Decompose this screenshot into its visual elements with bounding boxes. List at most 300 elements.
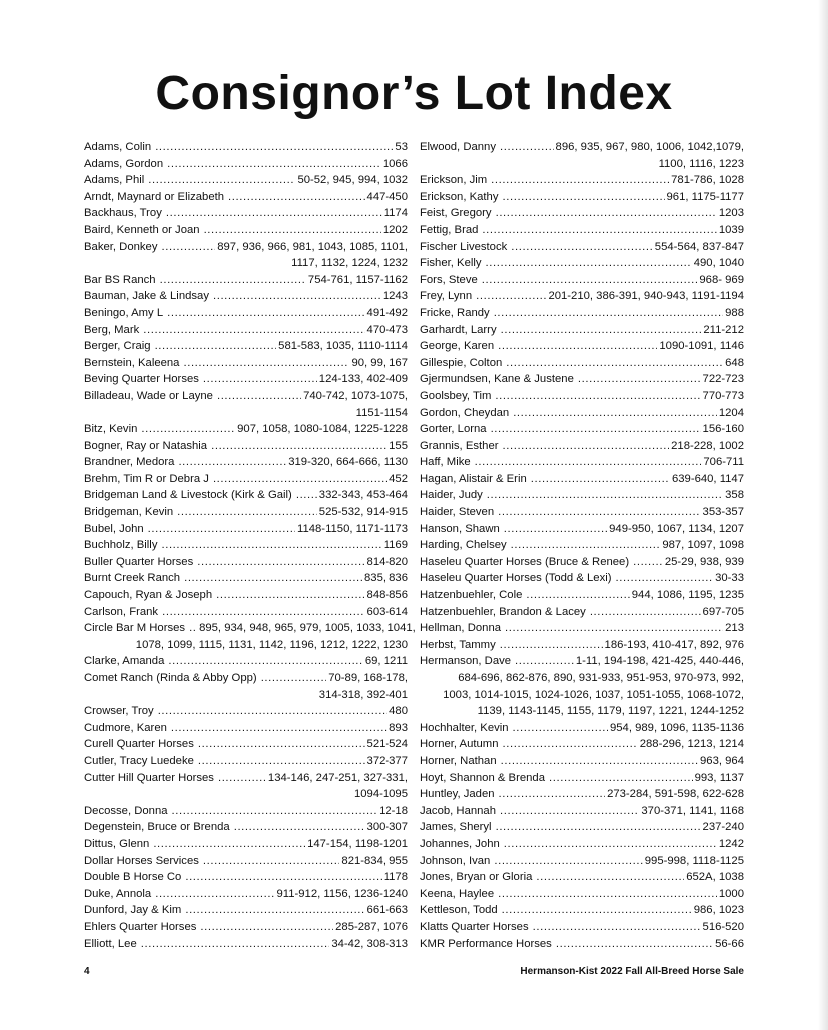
index-entry-line [84, 604, 408, 621]
consignor-name: Grannis, Esther [420, 439, 499, 452]
lot-numbers: 70-89, 168-178, [328, 672, 408, 684]
lot-numbers: 156-160 [702, 423, 744, 436]
lot-numbers: 896, 935, 967, 980, 1006, 1042,1079, [555, 141, 744, 153]
index-entry-line [420, 770, 744, 787]
consignor-name: Bauman, Jake & Lindsay [84, 290, 209, 303]
consignor-name: Hoyt, Shannon & Brenda [420, 771, 545, 784]
lot-numbers: 821-834, 955 [341, 854, 408, 867]
index-entry [84, 504, 408, 521]
lot-numbers: 56-66 [715, 937, 744, 950]
lot-numbers: 648 [725, 356, 744, 369]
lot-numbers: 944, 1086, 1195, 1235 [631, 589, 744, 602]
index-entry-line [84, 720, 408, 737]
index-entry [84, 421, 408, 438]
lot-numbers: 218-228, 1002 [671, 439, 744, 452]
index-entry-line [420, 521, 744, 538]
consignor-name: Bridgeman, Kevin [84, 506, 174, 519]
index-entry-line [420, 504, 744, 521]
consignor-name: Dunford, Jay & Kim [84, 904, 182, 917]
consignor-name: Circle Bar M Horses [84, 622, 186, 635]
index-entry [84, 554, 408, 571]
dot-leader [616, 570, 714, 587]
index-entry [84, 454, 408, 471]
consignor-name: Horner, Autumn [420, 738, 499, 751]
dot-leader [496, 819, 701, 836]
index-entry-line [420, 587, 744, 604]
consignor-name: Hatzenbuehler, Brandon & Lacey [420, 605, 586, 618]
lot-numbers: 697-705 [702, 605, 744, 618]
lot-numbers: 961, 1175-1177 [666, 190, 744, 203]
dot-leader [498, 886, 717, 903]
consignor-name: Baker, Donkey [84, 240, 158, 253]
index-entry-line [420, 487, 744, 504]
index-entry-line [84, 836, 408, 853]
index-entry [420, 222, 744, 239]
lot-numbers: 1-11, 194-198, 421-425, 440-446, [575, 655, 744, 668]
consignor-name: Beving Quarter Horses [84, 373, 199, 386]
dot-leader [476, 288, 546, 305]
index-entry-line [84, 521, 408, 538]
dot-leader [500, 139, 554, 156]
consignor-name: Crowser, Troy [84, 705, 154, 718]
index-entry [84, 288, 408, 305]
dot-leader [504, 521, 607, 538]
index-entry-line [420, 836, 744, 853]
lot-numbers: 907, 1058, 1080-1084, 1225-1228 [237, 423, 408, 436]
dot-leader [515, 653, 574, 670]
consignor-name: James, Sheryl [420, 821, 492, 834]
consignor-name: Beningo, Amy L [84, 306, 164, 319]
index-entry [84, 239, 408, 272]
dot-leader [502, 189, 664, 206]
consignor-name: Carlson, Frank [84, 605, 159, 618]
consignor-name: Jones, Bryan or Gloria [420, 871, 533, 884]
index-entry-line [84, 587, 408, 604]
index-entry [84, 803, 408, 820]
consignor-name: Gjermundsen, Kane & Justene [420, 373, 574, 386]
index-entry-line [420, 139, 744, 156]
consignor-name: George, Karen [420, 340, 495, 353]
lot-numbers: 986, 1023 [693, 904, 744, 917]
consignor-name: Dittus, Glenn [84, 837, 150, 850]
index-entry [420, 886, 744, 903]
consignor-name: Backhaus, Troy [84, 207, 162, 220]
dot-leader [506, 355, 723, 372]
index-entry-line [420, 653, 744, 670]
index-entry-line [420, 421, 744, 438]
dot-leader [533, 919, 701, 936]
index-entry [84, 753, 408, 770]
dot-leader [183, 355, 349, 372]
index-entry-line [420, 886, 744, 903]
lot-numbers: 1090-1091, 1146 [659, 340, 744, 353]
lot-numbers: 661-663 [366, 904, 408, 917]
lot-numbers: 987, 1097, 1098 [662, 539, 744, 552]
dot-leader [198, 736, 365, 753]
dot-leader [228, 189, 365, 206]
lot-numbers: 911-912, 1156, 1236-1240 [276, 887, 408, 900]
index-entry-line [420, 869, 744, 886]
index-entry-line [420, 322, 744, 339]
dot-leader [213, 288, 381, 305]
dot-leader [213, 471, 387, 488]
index-entry-line [84, 288, 408, 305]
dot-leader [167, 305, 364, 322]
index-entry-line [84, 471, 408, 488]
index-entry [420, 454, 744, 471]
consignor-name: Billadeau, Wade or Layne [84, 389, 213, 402]
lot-numbers: 639-640, 1147 [671, 472, 744, 485]
lot-numbers: 285-287, 1076 [335, 920, 408, 933]
consignor-name: Buchholz, Billy [84, 539, 158, 552]
lot-numbers: 34-42, 308-313 [331, 937, 408, 950]
consignor-name: Dollar Horses Services [84, 854, 199, 867]
sale-title-footer: Hermanson-Kist 2022 Fall All-Breed Horse Sale [520, 966, 744, 977]
index-entry-line [84, 189, 408, 206]
dot-leader [633, 554, 663, 571]
index-entry-line [84, 305, 408, 322]
lot-numbers: 50-52, 945, 994, 1032 [297, 174, 408, 187]
index-entry [84, 487, 408, 504]
dot-leader [185, 869, 381, 886]
index-entry [420, 819, 744, 836]
consignor-name: Adams, Phil [84, 174, 145, 187]
lot-numbers: 186-193, 410-417, 892, 976 [604, 638, 744, 651]
consignor-name: Brehm, Tim R or Debra J [84, 472, 209, 485]
lot-numbers: 993, 1137 [694, 771, 744, 784]
consignor-name: Erickson, Kathy [420, 190, 499, 203]
index-entry-line [84, 753, 408, 770]
index-entry-line [84, 803, 408, 820]
consignor-name: Goolsbey, Tim [420, 389, 492, 402]
index-entry-line [420, 853, 744, 870]
lot-numbers: 1242 [718, 837, 744, 850]
index-entry [84, 587, 408, 604]
index-entry-line [420, 786, 744, 803]
lot-numbers: 995-998, 1118-1125 [644, 854, 744, 867]
dot-leader [502, 902, 692, 919]
dot-leader [500, 637, 603, 654]
index-entry-line [84, 886, 408, 903]
lot-numbers: 370-371, 1141, 1168 [641, 804, 744, 817]
dot-leader [261, 670, 327, 687]
lot-numbers: 1243 [382, 290, 408, 303]
index-entry-line [84, 487, 408, 504]
index-entry [84, 189, 408, 206]
index-entry [420, 902, 744, 919]
lot-numbers: 12-18 [379, 804, 408, 817]
index-entry-line [420, 637, 744, 654]
index-entry-line [420, 454, 744, 471]
index-entry-line [84, 504, 408, 521]
index-entry [420, 537, 744, 554]
index-entry [84, 770, 408, 803]
dot-leader [526, 587, 629, 604]
lot-numbers: 581-583, 1035, 1110-1114 [278, 340, 408, 353]
index-entry [84, 819, 408, 836]
index-entry [420, 338, 744, 355]
consignor-name: Fettig, Brad [420, 223, 479, 236]
index-entry [420, 770, 744, 787]
dot-leader [502, 438, 669, 455]
dot-leader [217, 388, 301, 405]
consignor-name: Cutler, Tracy Luedeke [84, 754, 194, 767]
index-entry-line [84, 322, 408, 339]
index-entry-line [84, 338, 408, 355]
index-entry-line [84, 670, 408, 687]
dot-leader [161, 239, 215, 256]
index-entry-line [84, 620, 416, 637]
dot-leader [204, 222, 381, 239]
index-entry-line [420, 222, 744, 239]
dot-leader [197, 554, 364, 571]
consignor-name: Cutter Hill Quarter Horses [84, 771, 214, 784]
lot-numbers: 358 [725, 489, 744, 502]
consignor-name: KMR Performance Horses [420, 937, 552, 950]
consignor-name: Adams, Colin [84, 141, 152, 153]
index-entry-line [420, 753, 744, 770]
index-entry-line [420, 272, 744, 289]
consignor-name: Curell Quarter Horses [84, 738, 194, 751]
index-entry [420, 554, 744, 571]
index-entry [84, 720, 408, 737]
index-entry [420, 869, 744, 886]
index-entry-line [420, 305, 744, 322]
index-entry [84, 604, 408, 621]
consignor-name: Haff, Mike [420, 456, 471, 469]
index-entry-line [84, 239, 408, 256]
lot-numbers: 525-532, 914-915 [318, 506, 408, 519]
index-entry-line [420, 604, 744, 621]
lot-numbers: 1203 [718, 207, 744, 220]
consignor-name: Bar BS Ranch [84, 273, 156, 286]
index-entry [420, 853, 744, 870]
dot-leader [216, 587, 364, 604]
lot-numbers: 848-856 [366, 589, 408, 602]
index-entry [84, 537, 408, 554]
index-entry-line [420, 255, 744, 272]
lot-numbers: 740-742, 1073-1075, [303, 389, 408, 402]
index-entry [420, 620, 744, 637]
index-entry [420, 405, 744, 422]
index-entry [420, 637, 744, 654]
dot-leader [500, 803, 639, 820]
index-entry [84, 936, 408, 953]
lot-numbers: 1066 [382, 157, 408, 170]
consignor-name: Hermanson, Dave [420, 655, 512, 668]
dot-leader [162, 604, 364, 621]
index-entry [84, 139, 408, 156]
index-entry [84, 322, 408, 339]
dot-leader [141, 421, 235, 438]
lot-numbers: 25-29, 938, 939 [664, 555, 744, 568]
consignor-name: Hatzenbuehler, Cole [420, 589, 523, 602]
dot-leader [482, 222, 716, 239]
index-entry [84, 919, 408, 936]
consignor-name: Cudmore, Karen [84, 721, 167, 734]
index-entry-line [420, 570, 744, 587]
lot-numbers: 954, 989, 1096, 1135-1136 [609, 721, 744, 734]
consignor-name: Bridgeman Land & Livestock (Kirk & Gail) [84, 489, 292, 502]
index-entry [420, 786, 744, 803]
dot-leader [513, 720, 608, 737]
index-entry-line [84, 869, 408, 886]
lot-numbers: 706-711 [703, 456, 744, 469]
consignor-name: Horner, Nathan [420, 754, 497, 767]
consignor-name: Fricke, Randy [420, 306, 490, 319]
dot-leader [495, 388, 700, 405]
lot-numbers: 300-307 [366, 821, 408, 834]
lot-numbers: 1148-1150, 1171-1173 [297, 522, 408, 535]
consignor-name: Gillespie, Colton [420, 356, 503, 369]
dot-leader [203, 371, 317, 388]
dot-leader [189, 620, 197, 637]
index-entry [84, 438, 408, 455]
lot-numbers: 781-786, 1028 [671, 174, 744, 187]
dot-leader [475, 454, 702, 471]
index-entry [420, 388, 744, 405]
index-entry-line [420, 736, 744, 753]
dot-leader [178, 454, 286, 471]
index-entry-line [84, 205, 408, 222]
index-entry [420, 471, 744, 488]
page-edge-shadow [818, 0, 828, 1030]
index-entry-line [84, 355, 408, 372]
index-entry-line [420, 554, 744, 571]
consignor-name: Fischer Livestock [420, 240, 508, 253]
index-entry-line [84, 537, 408, 554]
consignor-name: Gordon, Cheydan [420, 406, 510, 419]
index-entry [420, 421, 744, 438]
page-number: 4 [84, 966, 90, 977]
dot-leader [148, 172, 295, 189]
index-entry [84, 886, 408, 903]
consignor-name: Frey, Lynn [420, 290, 473, 303]
dot-leader [218, 770, 266, 787]
consignor-name: Huntley, Jaden [420, 788, 495, 801]
consignor-name: Ehlers Quarter Horses [84, 920, 197, 933]
consignor-name: Bubel, John [84, 522, 144, 535]
index-entry [84, 272, 408, 289]
index-entry [420, 355, 744, 372]
lot-numbers: 211-212 [703, 323, 744, 336]
consignor-name: Garhardt, Larry [420, 323, 497, 336]
index-entry [84, 703, 408, 720]
consignor-name: Fors, Steve [420, 273, 478, 286]
dot-leader [160, 272, 306, 289]
dot-leader [536, 869, 684, 886]
dot-leader [578, 371, 701, 388]
index-entry-line [420, 471, 744, 488]
lot-numbers: 722-723 [702, 373, 744, 386]
dot-leader [185, 902, 364, 919]
index-entry-line [84, 819, 408, 836]
index-entry [420, 305, 744, 322]
index-entry [84, 570, 408, 587]
dot-leader [501, 753, 698, 770]
index-entry [84, 521, 408, 538]
lot-numbers: 652A, 1038 [686, 871, 744, 884]
consignor-name: Baird, Kenneth or Joan [84, 223, 200, 236]
dot-leader [168, 653, 362, 670]
consignor-name: Harding, Chelsey [420, 539, 507, 552]
index-entry [84, 205, 408, 222]
dot-leader [505, 620, 723, 637]
dot-leader [148, 521, 295, 538]
index-entry [420, 604, 744, 621]
lot-numbers: 491-492 [366, 306, 408, 319]
dot-leader [167, 156, 381, 173]
index-entry-line [420, 438, 744, 455]
consignor-name: Hellman, Donna [420, 622, 502, 635]
lot-numbers: 1000 [718, 887, 744, 900]
dot-leader [590, 604, 701, 621]
index-entry-line [420, 189, 744, 206]
lot-numbers: 447-450 [366, 190, 408, 203]
dot-leader [494, 853, 642, 870]
dot-leader [155, 139, 393, 156]
index-entry-line [420, 355, 744, 372]
index-column-left [84, 139, 416, 952]
index-entry-line [84, 222, 408, 239]
index-entry [420, 487, 744, 504]
lot-numbers: 754-761, 1157-1162 [307, 273, 408, 286]
lot-numbers-continued: 1003, 1014-1015, 1024-1026, 1037, 1051-1055, 1068-1072, [443, 688, 744, 701]
consignor-name: Keena, Haylee [420, 887, 495, 900]
index-entry [420, 570, 744, 587]
dot-leader [161, 537, 381, 554]
consignor-name: Buller Quarter Horses [84, 555, 194, 568]
consignor-name: Johannes, John [420, 837, 500, 850]
consignor-name: Double B Horse Co [84, 871, 182, 884]
dot-leader [482, 272, 698, 289]
index-entry [84, 471, 408, 488]
dot-leader [504, 836, 717, 853]
consignor-name: Bernstein, Kaleena [84, 356, 180, 369]
consignor-name: Brandner, Medora [84, 456, 175, 469]
dot-leader [184, 570, 362, 587]
lot-numbers: 288-296, 1213, 1214 [639, 738, 744, 751]
lot-numbers: 988 [725, 306, 744, 319]
lot-numbers: 1169 [383, 539, 408, 552]
index-entry-line [84, 554, 408, 571]
consignor-name: Arndt, Maynard or Elizabeth [84, 190, 225, 203]
consignor-name: Erickson, Jim [420, 174, 488, 187]
lot-numbers-continued: 314-318, 392-401 [318, 688, 408, 701]
dot-leader [491, 172, 669, 189]
index-entry [420, 438, 744, 455]
index-entry [420, 836, 744, 853]
index-entry-line [84, 421, 408, 438]
consignor-name: Burnt Creek Ranch [84, 572, 181, 585]
index-entry [420, 189, 744, 206]
lot-numbers: 490, 1040 [693, 257, 744, 270]
index-entry-line [84, 454, 408, 471]
lot-numbers-continued: 1117, 1132, 1224, 1232 [291, 257, 408, 270]
lot-numbers: 53 [395, 141, 408, 153]
dot-leader [531, 471, 670, 488]
consignor-name: Johnson, Ivan [420, 854, 491, 867]
lot-numbers-continued: 1100, 1116, 1223 [658, 157, 744, 170]
dot-leader [511, 239, 653, 256]
index-entry-line [84, 919, 408, 936]
index-entry [420, 653, 744, 719]
index-entry-line [84, 902, 408, 919]
index-entry [84, 853, 408, 870]
index-entry-line [420, 405, 744, 422]
dot-leader [203, 853, 340, 870]
index-entry-line [420, 919, 744, 936]
